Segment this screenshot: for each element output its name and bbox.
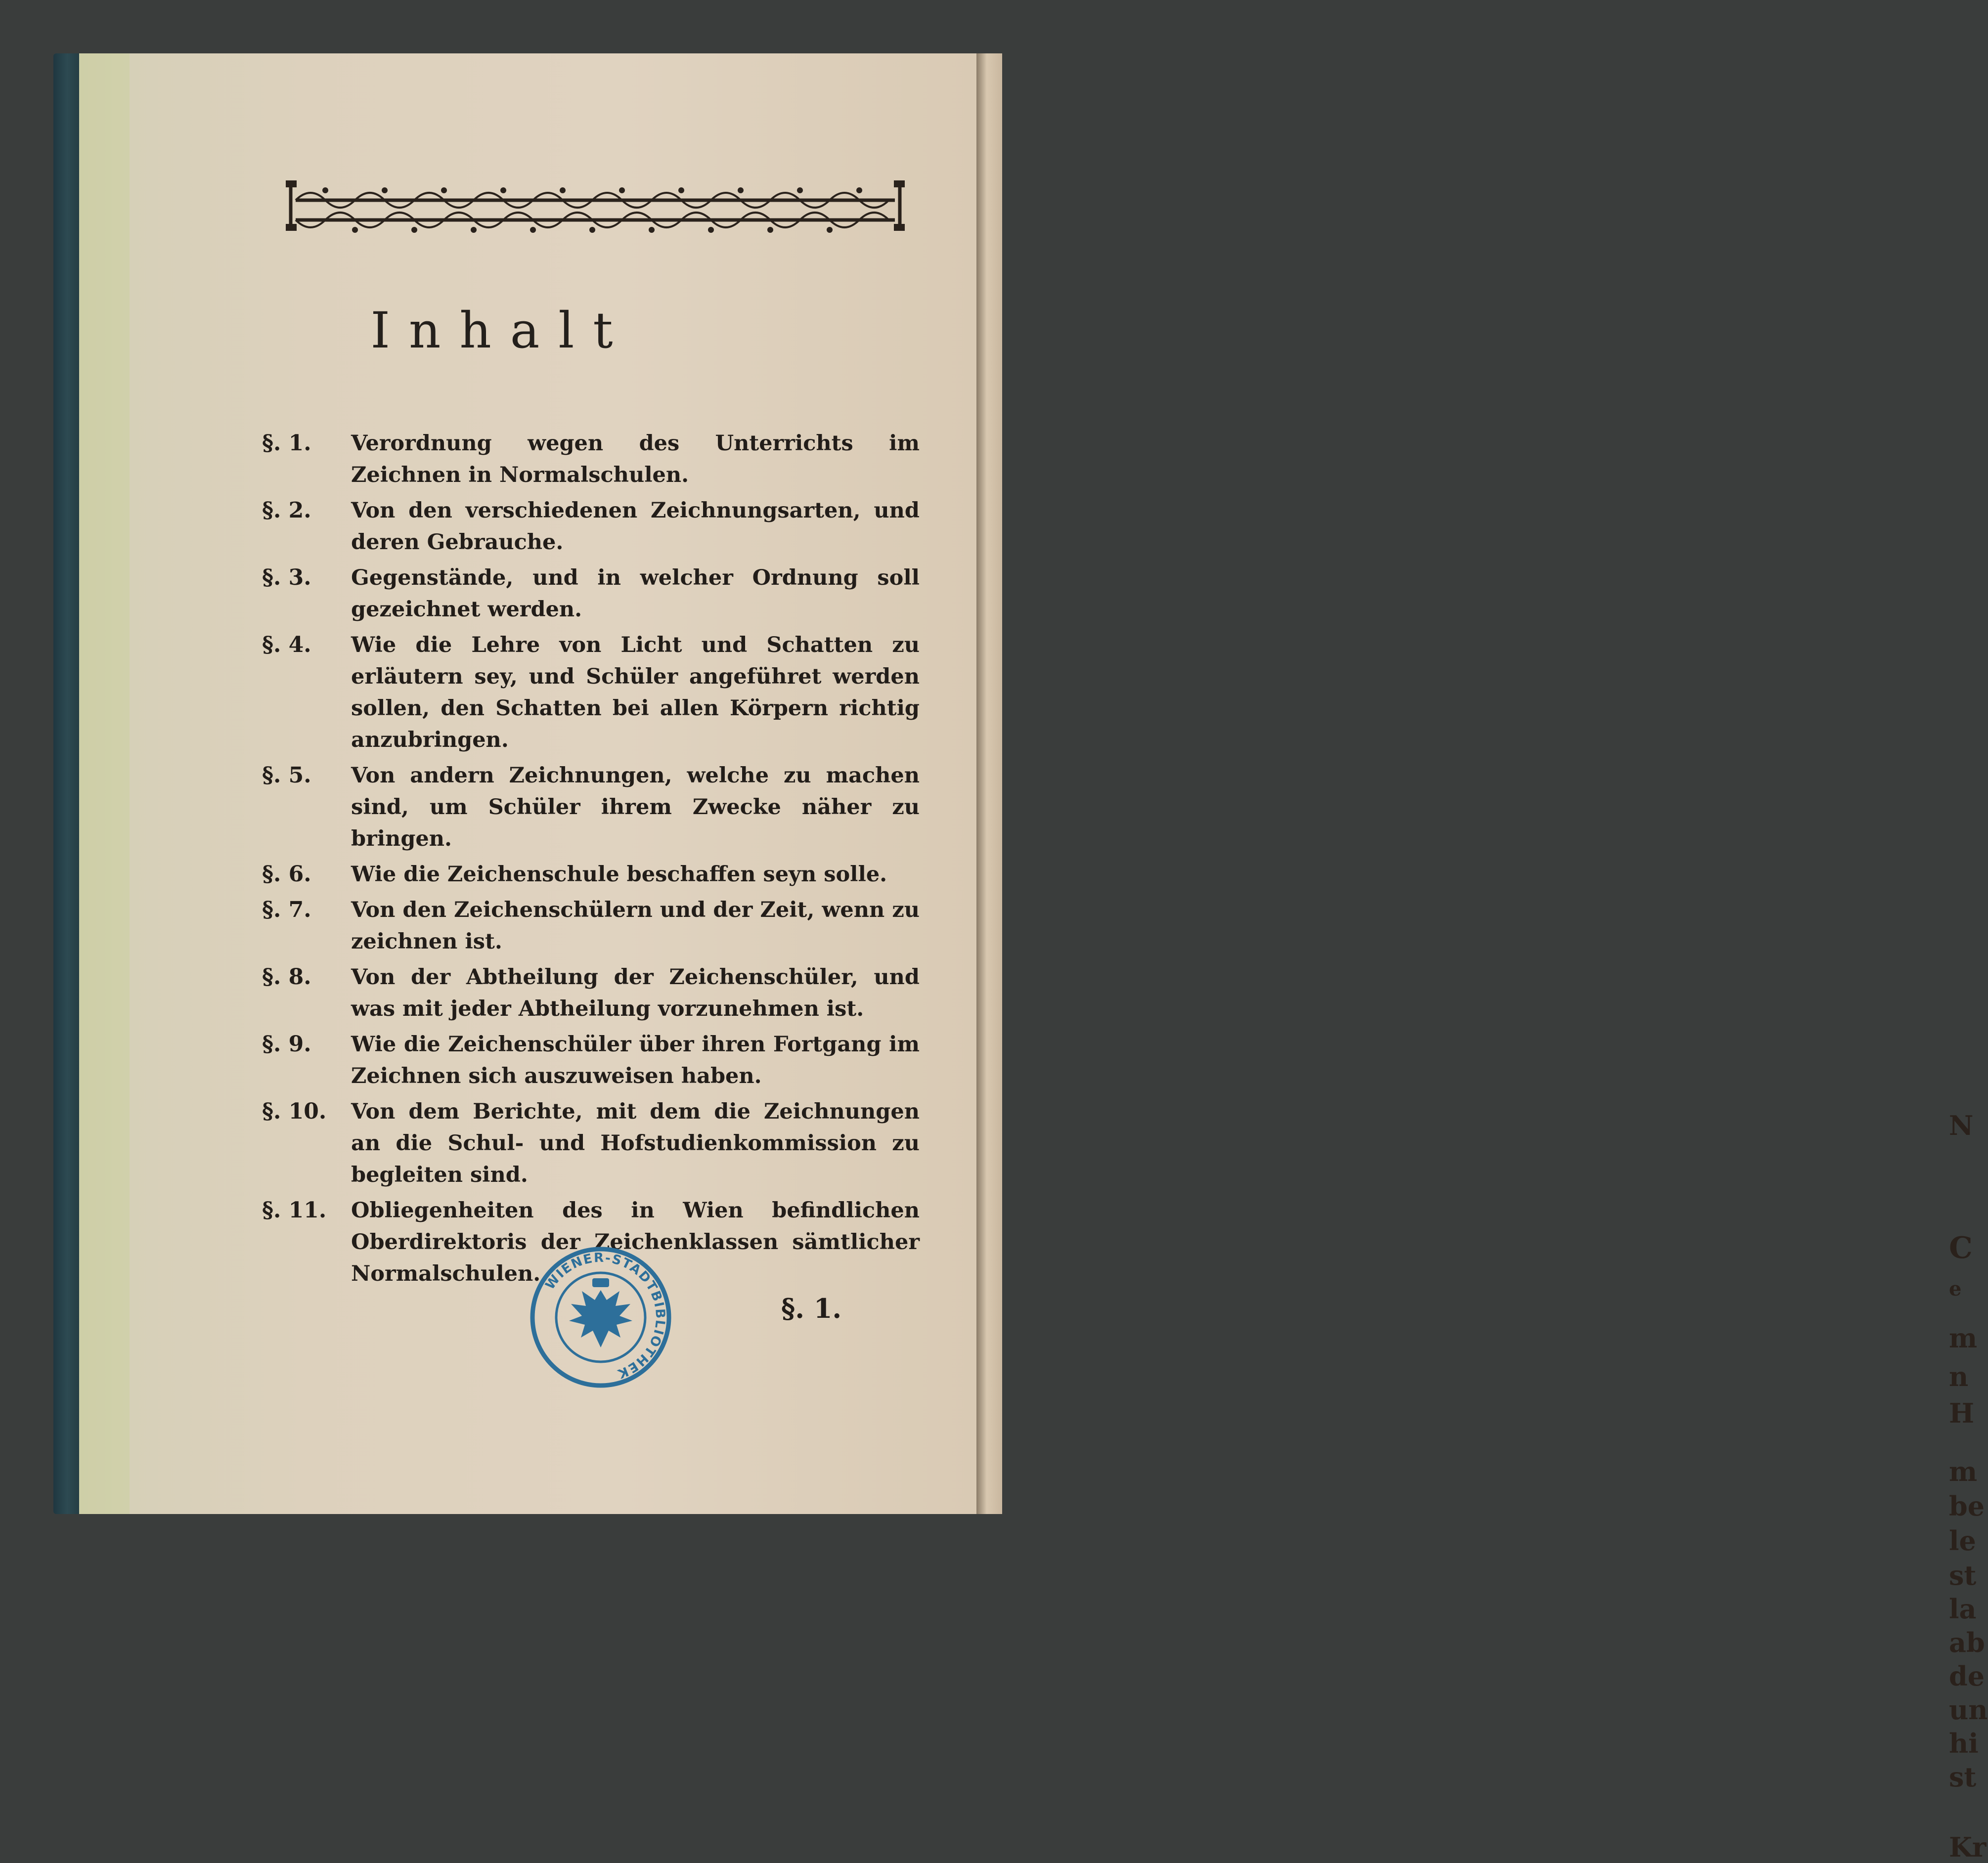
section-title: Obliegenheiten des in Wien befindlichen Oberdirektoris der Zeichenklassen sämtlicher Normalschulen. — [351, 1198, 920, 1286]
table-of-contents — [262, 428, 920, 1294]
page-inner-margin — [79, 53, 130, 1514]
fragment: st — [1949, 1761, 1977, 1793]
section-number: §. 10. — [262, 1099, 327, 1124]
fragment: C — [1949, 1231, 1973, 1265]
section-number: §. 11. — [262, 1198, 327, 1223]
library-stamp — [529, 1246, 672, 1389]
section-title: Von der Abtheilung der Zeichenschüler, und was mit jeder Abtheilung vorzunehmen ist. — [351, 965, 920, 1021]
section-title: Wie die Lehre von Licht und Schatten zu erläutern sey, und Schüler angeführet werden sollen, den Schatten bei allen Körpern richtig anzubringen. — [351, 633, 920, 752]
stamp-text: WIENER-STADTBIBLIOTHEK — [542, 1250, 668, 1382]
toc-entry — [262, 428, 920, 491]
section-number: §. 3. — [262, 565, 311, 590]
section-title: Von andern Zeichnungen, welche zu machen sind, um Schüler ihrem Zwecke näher zu bringen. — [351, 763, 920, 851]
fragment: m — [1949, 1322, 1978, 1354]
section-title: Von dem Berichte, mit dem die Zeichnungen an die Schul- und Hofstudienkommission zu begleiten sind. — [351, 1099, 920, 1187]
toc-entry — [262, 495, 920, 558]
fragment: un — [1949, 1694, 1988, 1726]
section-number: §. 4. — [262, 632, 311, 657]
toc-entry — [262, 1096, 920, 1191]
section-title: Von den Zeichenschülern und der Zeit, wenn zu zeichnen ist. — [351, 898, 920, 954]
fragment: e — [1949, 1277, 1962, 1300]
fragment: Kr — [1949, 1831, 1987, 1863]
fragment: n — [1949, 1361, 1969, 1392]
fragment: hi — [1949, 1728, 1979, 1759]
fragment: m — [1949, 1456, 1978, 1487]
toc-entry — [262, 562, 920, 625]
section-title: Wie die Zeichenschule beschaffen seyn solle. — [351, 862, 887, 887]
page-title: Inhalt — [370, 302, 632, 359]
toc-entry — [262, 961, 920, 1025]
toc-entry — [262, 894, 920, 957]
toc-entry — [262, 629, 920, 756]
fragment: H — [1949, 1397, 1975, 1429]
section-number: §. 6. — [262, 862, 311, 887]
fragment: de — [1949, 1660, 1985, 1692]
decorative-vine-border — [286, 171, 905, 235]
fragment: la — [1949, 1593, 1977, 1625]
toc-entry — [262, 760, 920, 855]
section-number: §. 2. — [262, 498, 311, 523]
catchword: §. 1. — [781, 1293, 842, 1324]
section-number: §. 5. — [262, 763, 311, 788]
section-number: §. 9. — [262, 1032, 311, 1057]
double-eagle-icon — [569, 1278, 632, 1347]
fragment: st — [1949, 1560, 1977, 1591]
next-page-fragments — [970, 554, 1988, 1863]
fragment: be — [1949, 1490, 1985, 1522]
toc-entry — [262, 1029, 920, 1092]
fragment: ab — [1949, 1627, 1985, 1658]
section-title: Von den verschiedenen Zeichnungsarten, und deren Gebrauche. — [351, 498, 920, 555]
section-number: §. 1. — [262, 431, 311, 456]
section-number: §. 8. — [262, 964, 311, 990]
toc-entry — [262, 859, 920, 890]
section-title: Gegenstände, und in welcher Ordnung soll gezeichnet werden. — [351, 565, 920, 622]
fragment: le — [1949, 1525, 1976, 1557]
section-title: Verordnung wegen des Unterrichts im Zeichnen in Normalschulen. — [351, 431, 920, 487]
section-title: Wie die Zeichenschüler über ihren Fortgang im Zeichnen sich auszuweisen haben. — [351, 1032, 920, 1088]
fragment: N — [1949, 1110, 1974, 1141]
section-number: §. 7. — [262, 897, 311, 922]
